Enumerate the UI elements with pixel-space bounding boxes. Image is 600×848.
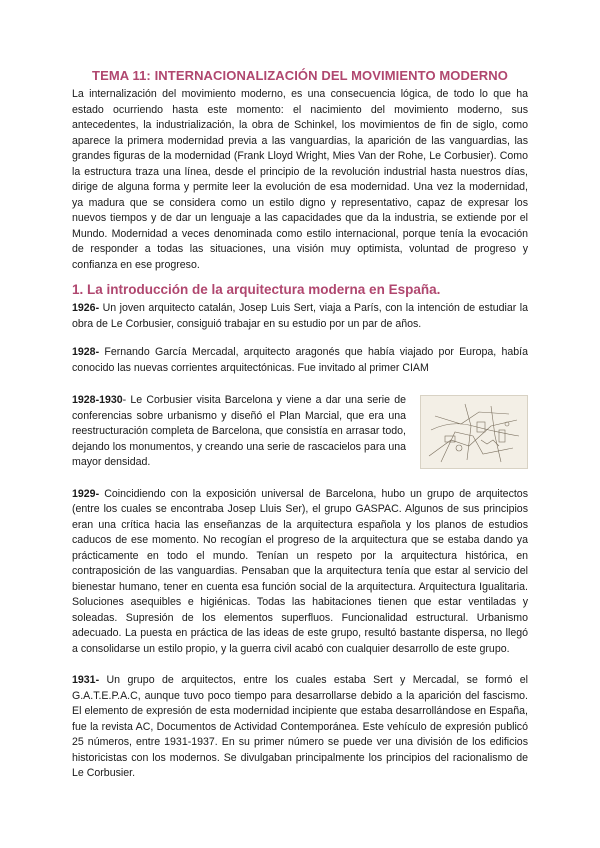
entry-text: Fernando García Mercadal, arquitecto aragonés que había viajado por Europa, había conocido las nuevas corrientes arquitectónicas. Fue invitado al primer CIAM [72, 346, 528, 374]
entry-1931 [72, 673, 528, 782]
entry-1928-1930-row [72, 393, 528, 471]
section-heading: 1. La introducción de la arquitectura moderna en España. [72, 282, 441, 297]
document-page [72, 68, 528, 795]
entry-text: - Le Corbusier visita Barcelona y viene a dar una serie de conferencias sobre urbanismo y diseñó el Plan Marcial, que era una reestructuración completa de Barcelona, que consistía en arrasar todo, dejando los monumentos, y creando una serie de rascacielos para una mayor densidad. [72, 394, 406, 468]
entry-text: Coincidiendo con la exposición universal de Barcelona, hubo un grupo de arquitectos (entre los cuales se encontraba Josep Lluis Ser), el grupo GASPAC. Algunos de sus principios eran una crítica hacia las enseñanzas de la arquitectura española y los planos de estudios caducos de ese momento. No recogían el progreso de la arquitectura que se estaba dando ya prácticamente en todo el mundo. Tenían un respeto por la arquitectura histórica, en contraposición de las vanguardias. Pensaban que la arquitectura tenía que estar al servicio del bienestar humano, tener en cuenta esa función social de la arquitectura. Arquitectura Igualitaria. Soluciones asequibles e higiénicas. Todas las habitaciones tienen que estar ventiladas y soleadas. Supresión de los elementos superfluos. Funcionalidad estructural. Urbanismo adecuado. La puesta en práctica de las ideas de este grupo, resultó bastante dispersa, no llegó a consolidarse un estilo propio, y la guerra civil acabó con cualquier desarrollo de este grupo. [72, 487, 528, 655]
entry-1929 [72, 487, 528, 658]
entry-year: 1928- [72, 346, 100, 358]
entry-1928-1930 [72, 393, 406, 471]
document-title: TEMA 11: INTERNACIONALIZACIÓN DEL MOVIMIENTO MODERNO [92, 68, 508, 83]
plan-sketch-image [420, 395, 528, 469]
entry-year: 1926- [72, 302, 100, 314]
entry-year: 1929- [72, 487, 100, 500]
entry-text: Un joven arquitecto catalán, Josep Luis Sert, viaja a París, con la intención de estudiar la obra de Le Corbusier, consiguió trabajar en su estudio por un par de años. [72, 302, 528, 330]
entry-1926 [72, 301, 528, 332]
intro-paragraph: La internalización del movimiento moderno, es una consecuencia lógica, de todo lo que ha estado ocurriendo hasta este momento: el nacimiento del movimiento moderno, sus antecedentes, la industrialización, la obra de Schinkel, los movimientos de fin de siglo, como aparece la primera modernidad previa a las vanguardias, la aparición de las vanguardias, las grandes figuras de la modernidad (Frank Lloyd Wright, Mies Van der Rohe, Le Corbusier). Como la estructura traza una línea, desde el principio de la revolución industrial hasta nuestros días, dirige de alguna forma y permite leer la evolución de esa modernidad. Una vez la modernidad, ya madura que se considera como un estilo digno y representativo, capaz de expresar los nuevos tiempos y de dar un lenguaje a las capacidades que da la industria, se extiende por el Mundo. Modernidad a veces denominada como estilo internacional, porque tenía la evocación de responder a todas las situaciones, una visión muy optimista, voluntad de progreso y confianza en ese progreso. [72, 88, 528, 271]
entry-year: 1931- [72, 674, 100, 686]
entry-year: 1928-1930 [72, 394, 123, 406]
entry-text: Un grupo de arquitectos, entre los cuales estaba Sert y Mercadal, se formó el G.A.T.E.P.A.C, aunque tuvo poco tiempo para desarrollarse debido a la aparición del fascismo. El elemento de expresión de esta modernidad incipiente que estaba desarrollándose en España, fue la revista AC, Documentos de Actividad Contemporánea. Este vehículo de expresión publicó 25 números, entre 1931-1937. En su primer número se puede ver una división de los edificios historicistas con los modernos. Se divulgaban principalmente los principios del racionalismo de Le Corbusier. [72, 674, 528, 779]
entry-1928 [72, 345, 528, 376]
